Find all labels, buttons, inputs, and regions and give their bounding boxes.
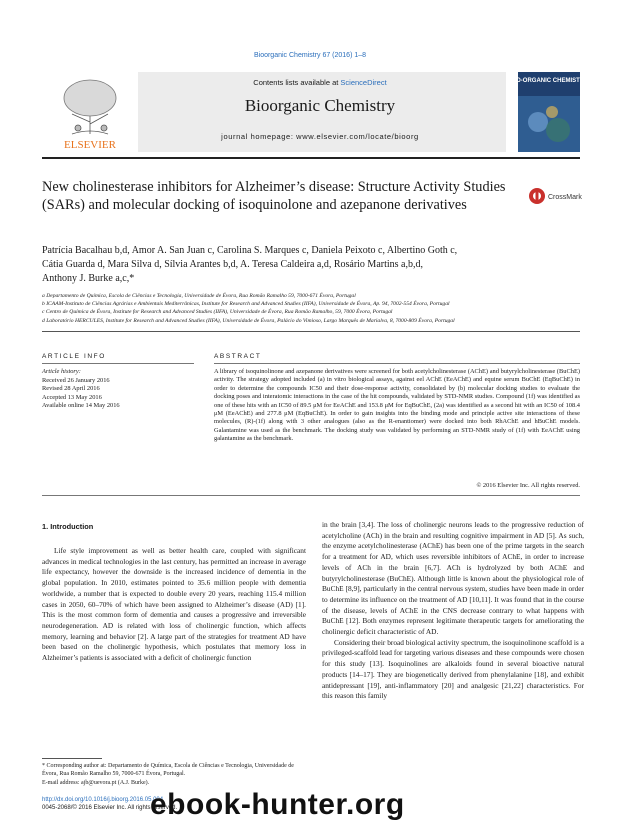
publisher-logo-text: ELSEVIER (64, 139, 116, 151)
contents-availability: Contents lists available at ScienceDirect (253, 78, 387, 87)
author-line: Patrícia Bacalhau b,d, Amor A. San Juan c, Carolina S. Marques c, Daniela Peixoto c, Albertino Goth c, (42, 245, 458, 256)
corresponding-author-footnote (42, 762, 306, 787)
history-item: Available online 14 May 2016 (42, 402, 120, 410)
crossmark-label: CrossMark (548, 194, 582, 201)
doi-link[interactable]: http://dx.doi.org/10.1016/j.bioorg.2016.05.004 (42, 797, 164, 803)
abstract-divider (42, 495, 580, 496)
author-list (42, 244, 582, 286)
sciencedirect-link[interactable]: ScienceDirect (340, 78, 387, 87)
affiliation: a Departamento de Química, Escola de Ciências e Tecnologia, Universidade de Évora, Rua Romão Ramalho 59, 7000-671 Évora, Portugal (42, 293, 356, 299)
article-title: New cholinesterase inhibitors for Alzheimer’s disease: Structure Activity Studies (SARs) and molecular docking of isoquinolone and azepanone derivatives (42, 179, 506, 213)
watermark-text: ebook-hunter.org (150, 788, 405, 821)
history-item: Received 26 January 2016 (42, 376, 110, 384)
body-column-right (322, 520, 584, 702)
footnote-text: * Corresponding author at: Departamento de Química, Escola de Ciências e Tecnologia, Universidade de Évora, Rua Romão Ramalho 59, 7000-671 Évora, Portugal. (42, 763, 294, 778)
affiliations (42, 292, 582, 325)
affiliation-divider (42, 331, 580, 332)
elsevier-tree-logo (42, 72, 138, 152)
journal-reference[interactable]: Bioorganic Chemistry 67 (2016) 1–8 (253, 52, 367, 59)
paragraph: Considering their broad biological activity spectrum, the isoquinolinone scaffold is a privileged-scaffold lead for targeting various diseases and these compounds were chosen for this study [13]. Isoquinolines are alkaloids found in several bioactive natural products [14–17]. They are biogenetically derived from phenylalanine [18], and exhibit antidepressant [19], anti-inflammatory [20] and analgesic [21,22] characteristics. For this reason this family (322, 637, 584, 701)
affiliation: d Laboratório HERCULES, Institute for Research and Advanced Studies (IIFA), Universidade de Évora, Palácio do Vimioso, Largo Marquês de Marialva, 8, 7000-809 Évora, Portugal (42, 317, 455, 324)
cover-title-text: BIO-ORGANIC CHEMISTRY (510, 78, 588, 84)
article-history (42, 368, 202, 411)
issn-line: 0045-2068/© 2016 Elsevier Inc. All rights reserved. (42, 805, 178, 812)
journal-cover-image (510, 72, 588, 152)
body-column-left (42, 546, 306, 664)
author-line: Anthony J. Burke a,c,* (42, 273, 135, 284)
paragraph: in the brain [3,4]. The loss of cholinergic neurons leads to the progressive reduction of acetylcholine (ACh) in the brain and resulting cognitive impairment in AD [5]. As such, the enzyme acetylcholinesterase (AChE) has been one of the prime targets in the search for a treatment for AD, which uses reversible inhibitors of AChE, in order to increase levels of ACh in the brain [6,7]. ACh is hydrolyzed by both AChE and butyrylcholinesterase (BuChE). Although little is known about the physiological role of BuChE [8,9], particularly in the central nervous system, studies have been made in order to determine its influence on the treatment of AD [10,11]. It was found that in the course of the disease, levels of AChE in the CNS decrease contrary to what happens with BuChE [12]. Both enzymes represent legitimate therapeutic targets for ameliorating the cholinergic deficit characteristic of AD. (322, 520, 584, 637)
paragraph: Life style improvement as well as better health care, coupled with significant advances in medical technologies in the last century, has permitted an increase in average life expectancy, however the downside is the increased incidence of dementia in the global population. In 2010, estimates pointed to 35.6 million people with dementia worldwide, a number that is expected to double every 20 years, reaching 115.4 million cases in 2050, 60–70% of which have been assigned to Alzheimer’s disease (AD) [1]. This is the most common form of dementia and causes a progressive and irreversible neurodegeneration. AD is related with loss of cholinergic function, which affects memory, learning and behavior [2]. A large part of the strategies for treatment AD have been based on the cholinergic hypothesis, which postulates that memory loss in Alzheimer’s patients is associated with a deficit of cholinergic function (42, 546, 306, 663)
abstract-copyright: © 2016 Elsevier Inc. All rights reserved. (476, 482, 580, 489)
history-item: Accepted 13 May 2016 (42, 393, 102, 401)
journal-homepage[interactable]: journal homepage: www.elsevier.com/locate/bioorg (221, 132, 419, 141)
footnote-email[interactable]: E-mail address: ajb@uevora.pt (A.J. Burke). (42, 779, 150, 786)
crossmark-badge[interactable] (528, 186, 598, 206)
affiliation: c Centro de Química de Évora, Institute for Research and Advanced Studies (IIFA), Universidade de Évora, Rua Romão Ramalho, 59, 7000 Évora, Portugal (42, 309, 393, 316)
section-heading: 1. Introduction (42, 522, 94, 531)
abstract-rule (214, 363, 580, 364)
abstract-heading: ABSTRACT (214, 353, 262, 360)
history-item: Revised 28 April 2016 (42, 385, 100, 393)
abstract-text: A library of isoquinolinone and azepanone derivatives were screened for both acetylcholinesterase (AChE) and butyrylcholinesterase (BuChE) activity. The strategy adopted included (a) in vitro biological assays, against eel AChE (EeAChE) and equine serum BuChE (EqBuChE) in order to determine the compounds IC50 and their dose-response activity, consolidated by (b) molecular docking studies to evaluate the docking poses and interatomic interactions in the case of the hit compounds, validated by STD-NMR studies. Compound (1f) was identified as one of these hits with an IC50 of 89.5 μM for EeAChE and 153.8 μM for EqBuChE, (2a) was identified as a second hit with an IC50 of 108.4 μM (EeAChE) and 277.8 μM (EqBuChE). In order to gain insights into the binding mode and principle active site interactions of these molecules, (R)-(1f) along with 3 other analogues (also as the R-enantiomer) were docked into both RhAChE and hBuChE models. Galantamine was used as the benchmark. The docking study was validated by performing an STD-NMR study of (1f) with EeAChE using galantamine as the benchmark. (214, 368, 580, 443)
history-label: Article history: (42, 368, 81, 375)
article-info-rule (42, 363, 194, 364)
author-line: Cátia Guarda d, Mara Silva d, Sílvia Arantes b,d, A. Teresa Caldeira a,d, Rosário Martins a,b,d, (42, 259, 423, 270)
article-info-heading: ARTICLE INFO (42, 353, 106, 360)
footnote-rule (42, 758, 102, 759)
affiliation: b ICAAM-Instituto de Ciências Agrárias e Ambientais Mediterrânicas, Institute for Research and Advanced Studies (IIFA), Universidade de Évora, Ap. 94, 7002-554 Évora, Portugal (42, 301, 450, 308)
journal-title: Bioorganic Chemistry (244, 96, 396, 115)
header-divider (42, 157, 580, 159)
